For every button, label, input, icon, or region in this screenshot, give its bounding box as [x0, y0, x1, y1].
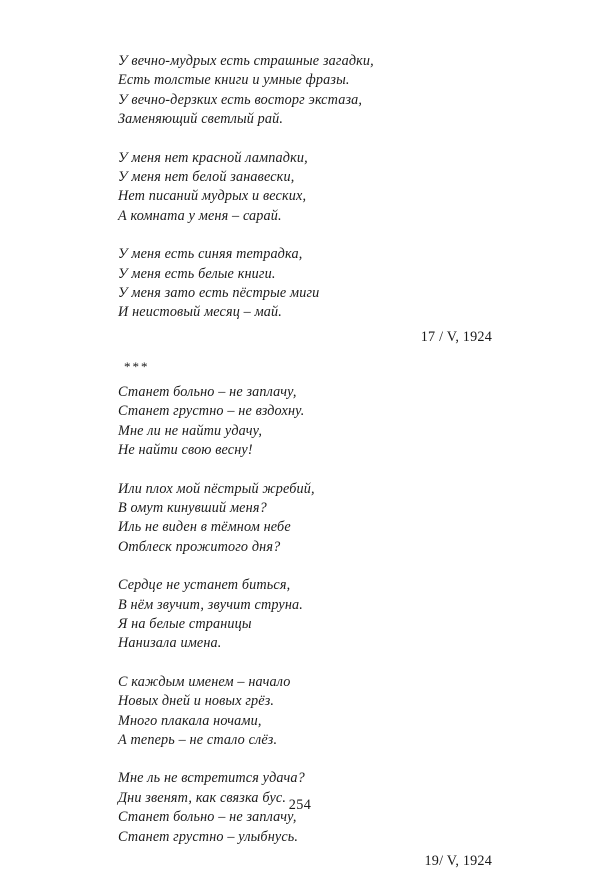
poem-2 — [118, 383, 560, 847]
spacer — [0, 375, 600, 383]
poem-line: Мне ли не найти удачу, — [118, 422, 263, 439]
poem-line: А теперь – не стало слёз. — [118, 731, 278, 748]
poem-line: А комната у меня – сарай. — [118, 207, 282, 224]
poem-line: Сердце не устанет биться, — [118, 577, 291, 594]
poem-line: Много плакала ночами, — [118, 712, 262, 729]
poem-1-date: 17 / V, 1924 — [420, 328, 492, 345]
poem-line: Есть толстые книги и умные фразы. — [118, 72, 350, 89]
poem-line: Отблеск прожитого дня? — [118, 538, 281, 555]
poem-line: Мне ль не встретится удача? — [118, 770, 305, 787]
poem-line: У меня есть белые книги. — [118, 265, 276, 282]
section-separator: *** — [124, 358, 150, 374]
poem-line: У меня зато есть пёстрые миги — [118, 285, 320, 302]
poem-line: Станет больно – не заплачу, — [118, 383, 297, 400]
poem-line: И неистовый месяц – май. — [118, 304, 282, 321]
poem-line: Нет писаний мудрых и веских, — [118, 188, 307, 205]
spacer — [0, 346, 600, 359]
poem-line: У вечно-мудрых есть страшные загадки, — [118, 53, 374, 69]
poem-line: Я на белые страницы — [118, 615, 252, 632]
poem-line: Не найти свою весну! — [118, 442, 253, 459]
poem-2-date: 19/ V, 1924 — [424, 853, 492, 869]
poem-line: Новых дней и новых грёз. — [118, 693, 275, 710]
poem-line: Или плох мой пёстрый жребий, — [118, 480, 315, 497]
poem-line: У меня нет красной лампадки, — [118, 149, 308, 166]
poem-line: Нанизала имена. — [118, 635, 222, 652]
poem-1 — [118, 52, 560, 323]
poem-line: Станет грустно – улыбнусь. — [118, 828, 299, 845]
poem-line: Станет больно – не заплачу, — [118, 809, 297, 826]
poem-line: У вечно-дерзких есть восторг экстаза, — [118, 91, 363, 108]
stanza — [118, 245, 560, 323]
poem-line: Иль не виден в тёмном небе — [118, 519, 291, 536]
poem-line: Станет грустно – не вздохну. — [118, 403, 305, 420]
stanza — [118, 673, 560, 751]
top-margin — [0, 0, 600, 52]
poem-line: У меня есть синяя тетрадка, — [118, 246, 303, 263]
poem-line: Дни звенят, как связка бус. — [118, 789, 287, 806]
poem-line: В омут кинувший меня? — [118, 499, 267, 516]
stanza — [118, 149, 560, 227]
stanza — [118, 383, 560, 461]
stanza — [118, 480, 560, 558]
poem-line: Заменяющий светлый рай. — [118, 111, 284, 128]
stanza — [118, 576, 560, 654]
poem-line: С каждым именем – начало — [118, 673, 291, 690]
page-number: 254 — [288, 797, 312, 813]
stanza — [118, 52, 560, 130]
poem-line: У меня нет белой занавески, — [118, 169, 295, 186]
poem-line: В нём звучит, звучит струна. — [118, 596, 303, 613]
